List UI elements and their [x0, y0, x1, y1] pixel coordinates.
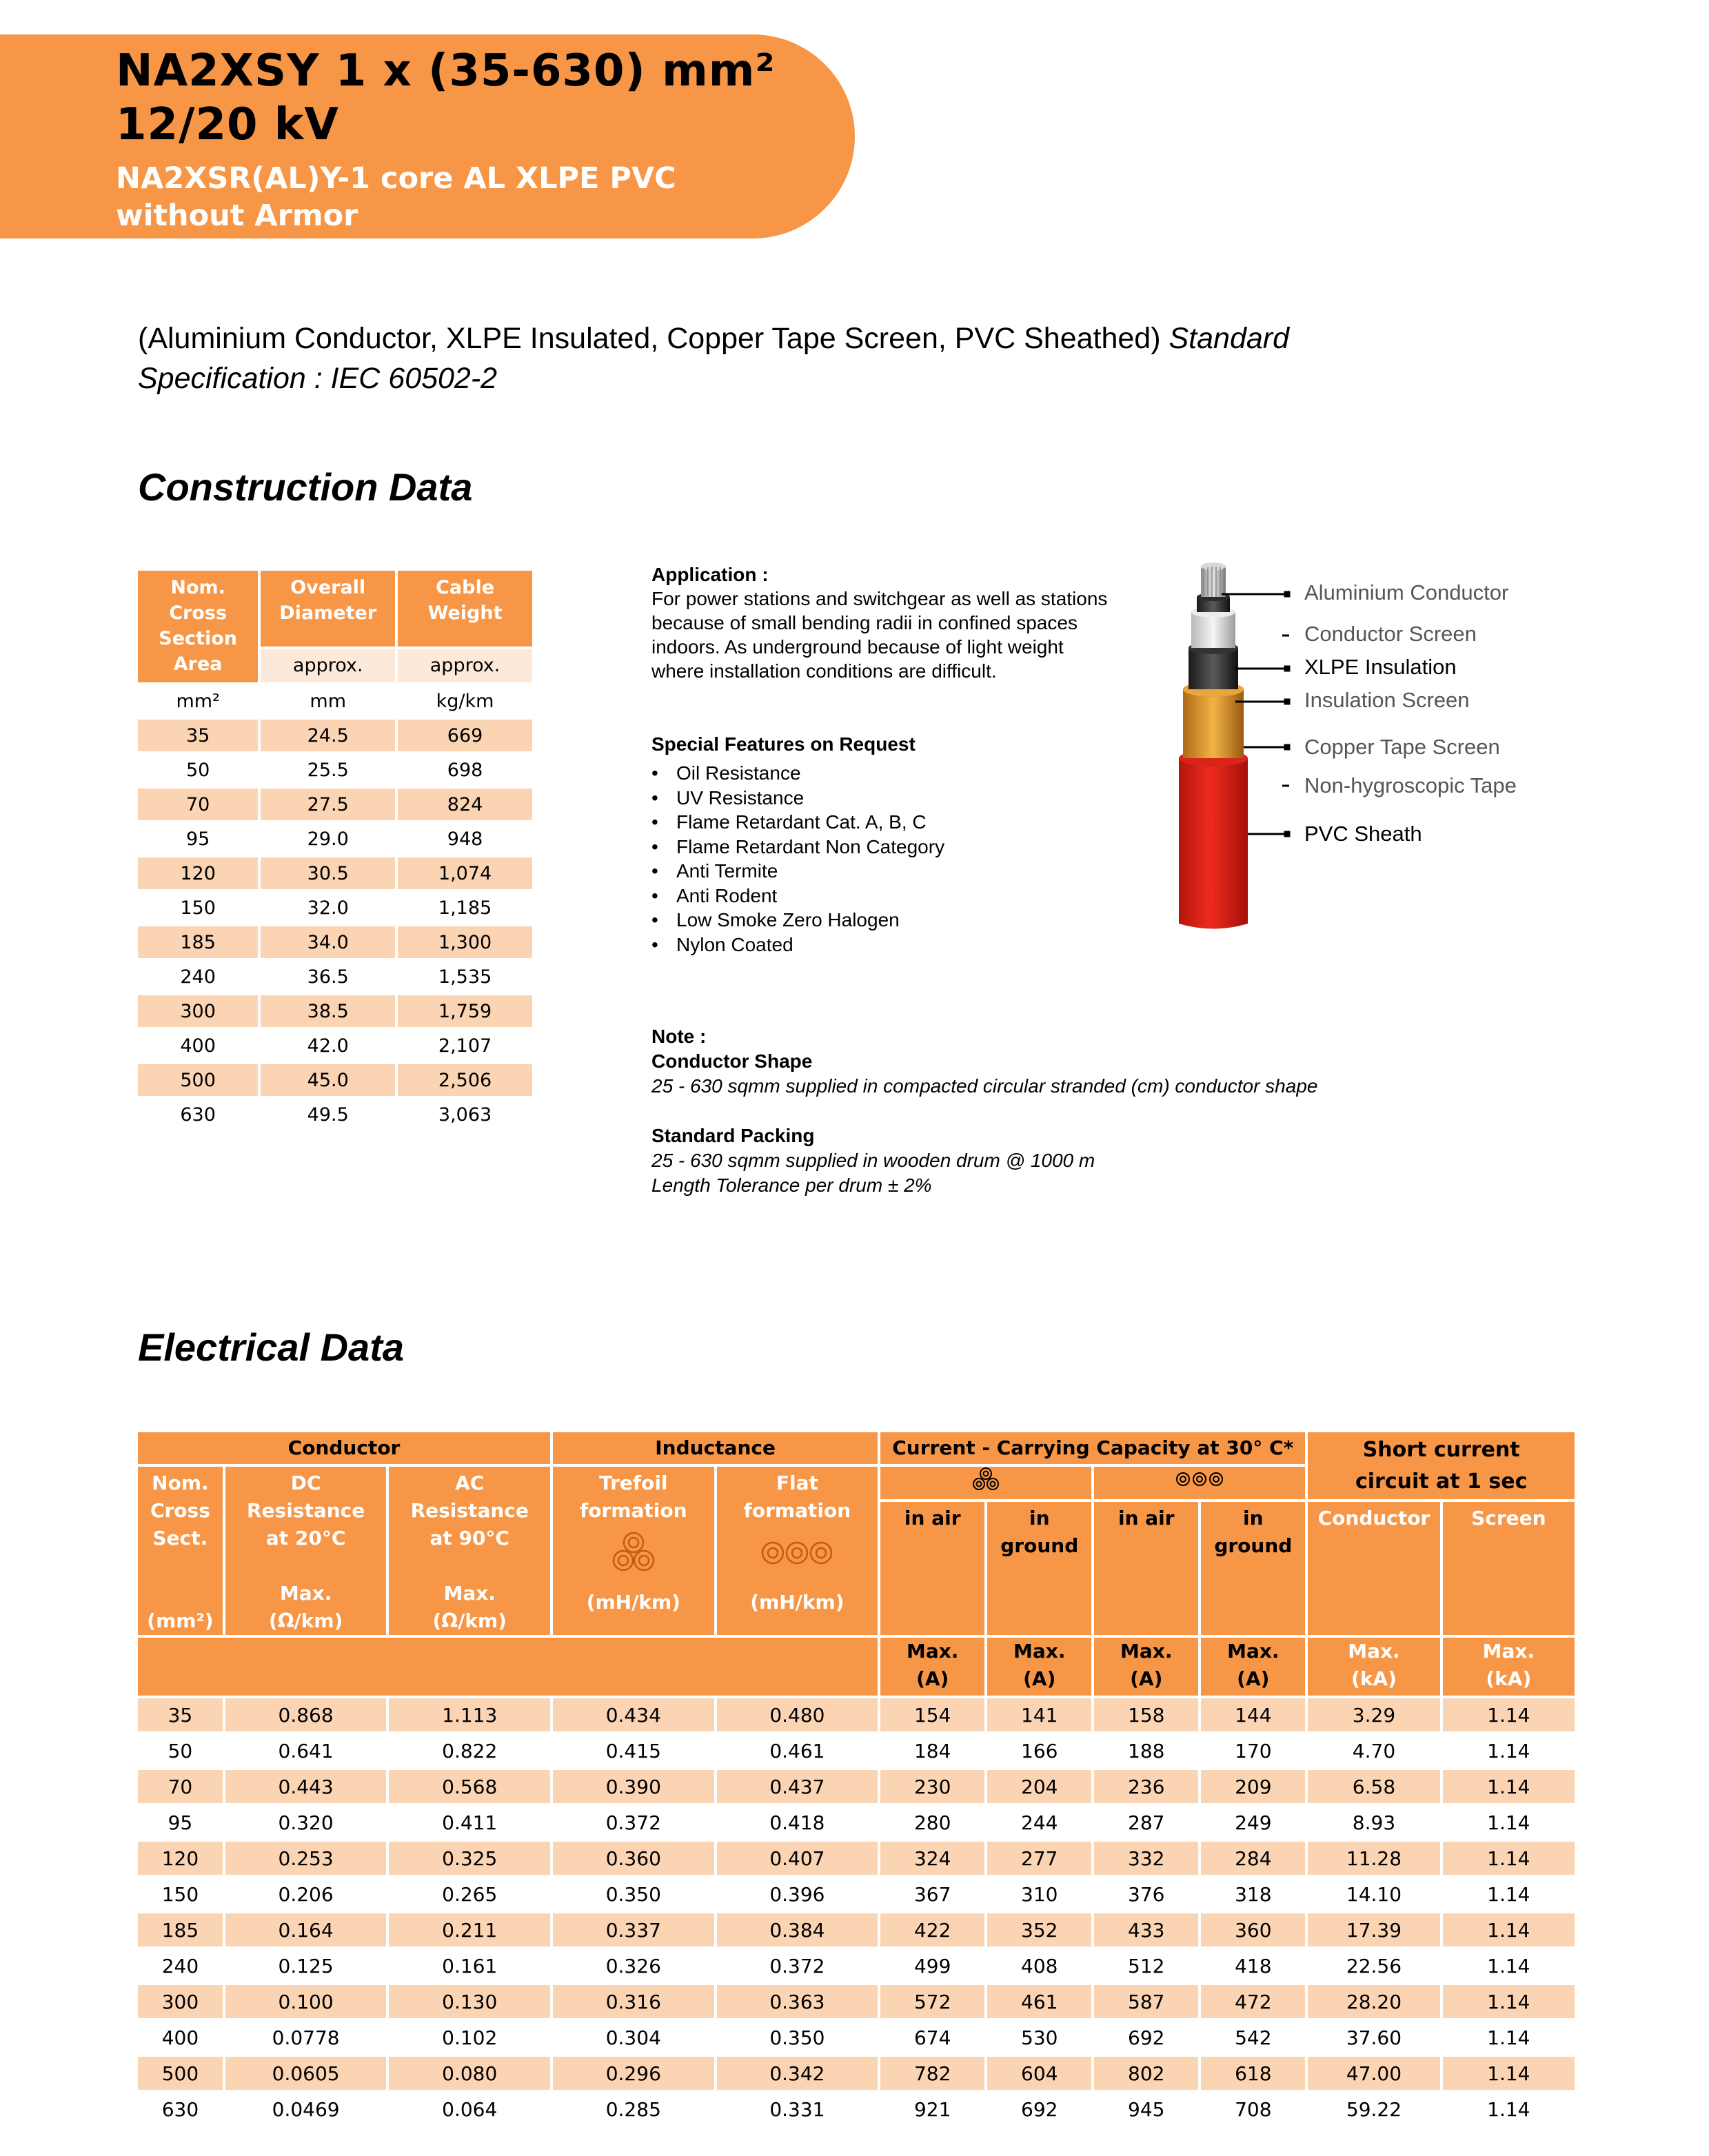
standard-packing-title: Standard Packing [651, 1125, 815, 1146]
header-in-ground-flat: in ground [1201, 1502, 1305, 1635]
application-block [651, 562, 1120, 683]
header-cable-weight: Cable Weight [398, 571, 532, 647]
table-cell: 499 [880, 1949, 984, 1982]
label-insulation-screen: Insulation Screen [1304, 688, 1470, 712]
table-cell: 8.93 [1308, 1806, 1439, 1839]
table-cell: 3.29 [1308, 1698, 1439, 1731]
electrical-data-title: Electrical Data [138, 1325, 404, 1369]
table-cell: 572 [880, 1985, 984, 2018]
trefoil-arrangement-cell [880, 1467, 1091, 1499]
table-cell: 1.14 [1443, 1698, 1575, 1731]
table-cell: 120 [138, 857, 258, 889]
table-cell: 945 [1094, 2093, 1198, 2126]
label-xlpe-insulation: XLPE Insulation [1304, 655, 1457, 679]
approx-label-diameter: approx. [261, 649, 395, 682]
application-label: Application : [651, 564, 769, 585]
table-cell: 500 [138, 1064, 258, 1096]
table-cell: 0.080 [389, 2057, 550, 2090]
aluminium-conductor-layer [1201, 562, 1226, 597]
header-trefoil-formation: Trefoil formation (mH/km) [553, 1467, 714, 1635]
header-short-circuit-conductor: Conductor [1308, 1502, 1439, 1635]
table-cell: 95 [138, 823, 258, 855]
table-cell: 1.14 [1443, 1806, 1575, 1839]
table-cell: 0.342 [717, 2057, 878, 2090]
table-cell: 802 [1094, 2057, 1198, 2090]
feature-item: • UV Resistance [651, 786, 944, 811]
table-cell: 1.14 [1443, 1913, 1575, 1946]
table-cell: 59.22 [1308, 2093, 1439, 2126]
table-cell: 324 [880, 1842, 984, 1875]
table-row [138, 754, 532, 786]
table-row [138, 961, 532, 993]
table-cell: 185 [138, 1913, 223, 1946]
unit-diameter: mm [261, 685, 395, 717]
group-conductor: Conductor [138, 1432, 550, 1464]
table-row [138, 1030, 532, 1061]
table-cell: 185 [138, 926, 258, 958]
table-cell: 230 [880, 1770, 984, 1803]
table-cell: 669 [398, 720, 532, 751]
table-cell: 25.5 [261, 754, 395, 786]
feature-item: • Nylon Coated [651, 933, 944, 957]
header-in-ground-trefoil: in ground [987, 1502, 1091, 1635]
table-cell: 0.360 [553, 1842, 714, 1875]
header-ac-resistance: AC Resistance at 90°C Max. (Ω/km) [389, 1467, 550, 1635]
table-cell: 1,535 [398, 961, 532, 993]
table-row [138, 720, 532, 751]
special-features-list [651, 761, 944, 957]
table-cell: 604 [987, 2057, 1091, 2090]
table-row [138, 1698, 1575, 1731]
table-cell: 408 [987, 1949, 1091, 1982]
table-cell: 154 [880, 1698, 984, 1731]
feature-item: • Anti Termite [651, 859, 944, 884]
table-cell: 3,063 [398, 1099, 532, 1130]
table-cell: 367 [880, 1878, 984, 1911]
table-cell: 1.14 [1443, 1949, 1575, 1982]
table-cell: 587 [1094, 1985, 1198, 2018]
table-cell: 32.0 [261, 892, 395, 924]
table-cell: 0.304 [553, 2021, 714, 2054]
table-cell: 698 [398, 754, 532, 786]
table-cell: 0.296 [553, 2057, 714, 2090]
table-cell: 6.58 [1308, 1770, 1439, 1803]
table-cell: 0.265 [389, 1878, 550, 1911]
table-row [138, 926, 532, 958]
table-cell: 29.0 [261, 823, 395, 855]
table-cell: 418 [1201, 1949, 1305, 1982]
table-cell: 692 [1094, 2021, 1198, 2054]
table-row [138, 789, 532, 820]
table-cell: 42.0 [261, 1030, 395, 1061]
table-cell: 0.350 [553, 1878, 714, 1911]
table-row [138, 995, 532, 1027]
header-amp-unit: Max. (A) [880, 1638, 984, 1696]
table-cell: 0.437 [717, 1770, 878, 1803]
table-cell: 24.5 [261, 720, 395, 751]
table-cell: 37.60 [1308, 2021, 1439, 2054]
label-non-hygroscopic-tape: Non-hygroscopic Tape [1304, 773, 1517, 797]
table-cell: 120 [138, 1842, 223, 1875]
header-in-air-flat: in air [1094, 1502, 1198, 1635]
table-row [138, 1806, 1575, 1839]
table-cell: 1.14 [1443, 1734, 1575, 1767]
feature-item: • Flame Retardant Cat. A, B, C [651, 810, 944, 835]
approx-label-weight: approx. [398, 649, 532, 682]
table-cell: 0.102 [389, 2021, 550, 2054]
table-cell: 188 [1094, 1734, 1198, 1767]
note-label: Note : [651, 1026, 707, 1047]
table-cell: 70 [138, 789, 258, 820]
table-cell: 2,107 [398, 1030, 532, 1061]
table-cell: 150 [138, 892, 258, 924]
table-cell: 618 [1201, 2057, 1305, 2090]
table-cell: 376 [1094, 1878, 1198, 1911]
conductor-shape-title: Conductor Shape [651, 1050, 813, 1072]
product-title: NA2XSY 1 x (35-630) mm² [116, 45, 776, 96]
table-cell: 0.325 [389, 1842, 550, 1875]
construction-data-title: Construction Data [138, 465, 473, 509]
copper-tape-layer [1183, 682, 1244, 758]
table-cell: 0.434 [553, 1698, 714, 1731]
table-cell: 500 [138, 2057, 223, 2090]
table-cell: 400 [138, 2021, 223, 2054]
table-cell: 0.100 [225, 1985, 387, 2018]
table-cell: 300 [138, 995, 258, 1027]
table-cell: 708 [1201, 2093, 1305, 2126]
xlpe-insulation-layer [1191, 607, 1235, 648]
table-cell: 824 [398, 789, 532, 820]
table-cell: 0.206 [225, 1878, 387, 1911]
table-cell: 0.868 [225, 1698, 387, 1731]
conductor-shape-text: 25 - 630 sqmm supplied in compacted circular stranded (cm) conductor shape [651, 1075, 1318, 1097]
table-cell: 300 [138, 1985, 223, 2018]
standard-label: Standard [1169, 322, 1290, 355]
table-cell: 158 [1094, 1698, 1198, 1731]
table-cell: 1.113 [389, 1698, 550, 1731]
table-cell: 674 [880, 2021, 984, 2054]
table-cell: 280 [880, 1806, 984, 1839]
table-cell: 45.0 [261, 1064, 395, 1096]
table-cell: 0.372 [717, 1949, 878, 1982]
table-cell: 310 [987, 1878, 1091, 1911]
table-cell: 0.316 [553, 1985, 714, 2018]
table-row [138, 1985, 1575, 2018]
group-short-circuit: Short current circuit at 1 sec [1308, 1432, 1575, 1499]
table-cell: 0.350 [717, 2021, 878, 2054]
table-cell: 0.384 [717, 1913, 878, 1946]
table-cell: 49.5 [261, 1099, 395, 1130]
table-cell: 0.568 [389, 1770, 550, 1803]
product-subtitle-2: without Armor [116, 199, 358, 233]
table-cell: 11.28 [1308, 1842, 1439, 1875]
header-amp-unit: Max. (A) [1094, 1638, 1198, 1696]
table-cell: 0.331 [717, 2093, 878, 2126]
construction-table [135, 568, 535, 1133]
voltage-rating: 12/20 kV [116, 99, 339, 150]
header-flat-formation: Flat formation (mH/km) [717, 1467, 878, 1635]
electrical-table [135, 1430, 1577, 2128]
table-cell: 35 [138, 720, 258, 751]
group-inductance: Inductance [553, 1432, 878, 1464]
table-cell: 144 [1201, 1698, 1305, 1731]
table-cell: 0.363 [717, 1985, 878, 2018]
header-spacer [138, 1638, 878, 1696]
table-row [138, 2057, 1575, 2090]
table-row [138, 1878, 1575, 1911]
flat-arrangement-cell [1094, 1467, 1305, 1499]
table-cell: 1,185 [398, 892, 532, 924]
table-cell: 542 [1201, 2021, 1305, 2054]
table-row [138, 1770, 1575, 1803]
table-cell: 530 [987, 2021, 1091, 2054]
table-cell: 318 [1201, 1878, 1305, 1911]
product-subtitle: NA2XSR(AL)Y-1 core AL XLPE PVC [116, 161, 676, 196]
table-row [138, 1734, 1575, 1767]
header-nom-cross-section: Nom. Cross Section Area [138, 571, 258, 682]
table-cell: 0.337 [553, 1913, 714, 1946]
table-cell: 0.407 [717, 1842, 878, 1875]
table-cell: 166 [987, 1734, 1091, 1767]
table-cell: 0.285 [553, 2093, 714, 2126]
table-cell: 0.415 [553, 1734, 714, 1767]
table-cell: 0.211 [389, 1913, 550, 1946]
flat-arrangement-icon [1175, 1469, 1224, 1489]
table-cell: 1,074 [398, 857, 532, 889]
table-cell: 1.14 [1443, 1985, 1575, 2018]
table-cell: 1.14 [1443, 1842, 1575, 1875]
table-row [138, 1949, 1575, 1982]
table-row [138, 1064, 532, 1096]
table-cell: 1.14 [1443, 2093, 1575, 2126]
table-cell: 0.822 [389, 1734, 550, 1767]
table-cell: 70 [138, 1770, 223, 1803]
table-cell: 36.5 [261, 961, 395, 993]
table-cell: 461 [987, 1985, 1091, 2018]
table-cell: 1.14 [1443, 1770, 1575, 1803]
trefoil-arrangement-icon [969, 1467, 1003, 1492]
unit-weight: kg/km [398, 685, 532, 717]
table-row [138, 1099, 532, 1130]
table-row [138, 857, 532, 889]
table-cell: 0.418 [717, 1806, 878, 1839]
length-tolerance-text: Length Tolerance per drum ± 2% [651, 1174, 932, 1196]
table-row [138, 2021, 1575, 2054]
table-row [138, 2093, 1575, 2126]
table-cell: 422 [880, 1913, 984, 1946]
table-cell: 0.390 [553, 1770, 714, 1803]
table-cell: 204 [987, 1770, 1091, 1803]
table-cell: 0.253 [225, 1842, 387, 1875]
table-cell: 170 [1201, 1734, 1305, 1767]
table-cell: 0.0605 [225, 2057, 387, 2090]
pvc-sheath-layer [1179, 750, 1248, 929]
table-cell: 287 [1094, 1806, 1198, 1839]
table-cell: 0.443 [225, 1770, 387, 1803]
table-cell: 30.5 [261, 857, 395, 889]
table-cell: 35 [138, 1698, 223, 1731]
table-cell: 0.372 [553, 1806, 714, 1839]
header-nom-cross-sect: Nom. Cross Sect. (mm²) [138, 1467, 223, 1635]
feature-item: • Flame Retardant Non Category [651, 835, 944, 860]
title-banner [0, 34, 855, 238]
table-cell: 22.56 [1308, 1949, 1439, 1982]
application-text: For power stations and switchgear as well as stations because of small bending radii in confined spaces indoors. As underground because of light weight where installation conditions are difficult. [651, 588, 1108, 682]
table-cell: 0.320 [225, 1806, 387, 1839]
table-cell: 4.70 [1308, 1734, 1439, 1767]
table-cell: 209 [1201, 1770, 1305, 1803]
feature-item: • Anti Rodent [651, 884, 944, 908]
table-cell: 948 [398, 823, 532, 855]
table-cell: 244 [987, 1806, 1091, 1839]
table-cell: 0.641 [225, 1734, 387, 1767]
table-cell: 0.0778 [225, 2021, 387, 2054]
label-pvc-sheath: PVC Sheath [1304, 822, 1422, 846]
header-amp-unit: Max. (A) [1201, 1638, 1305, 1696]
feature-item: • Low Smoke Zero Halogen [651, 908, 944, 933]
table-cell: 0.461 [717, 1734, 878, 1767]
feature-item: • Oil Resistance [651, 761, 944, 786]
header-dc-resistance: DC Resistance at 20°C Max. (Ω/km) [225, 1467, 387, 1635]
special-features-title: Special Features on Request [651, 733, 916, 755]
table-cell: 50 [138, 754, 258, 786]
flat-formation-icon [759, 1529, 835, 1577]
table-cell: 17.39 [1308, 1913, 1439, 1946]
table-cell: 14.10 [1308, 1878, 1439, 1911]
table-cell: 352 [987, 1913, 1091, 1946]
table-cell: 0.130 [389, 1985, 550, 2018]
table-cell: 0.480 [717, 1698, 878, 1731]
table-cell: 240 [138, 1949, 223, 1982]
table-cell: 692 [987, 2093, 1091, 2126]
table-cell: 433 [1094, 1913, 1198, 1946]
table-cell: 1,759 [398, 995, 532, 1027]
table-cell: 240 [138, 961, 258, 993]
unit-area: mm² [138, 685, 258, 717]
header-short-circuit-screen: Screen [1443, 1502, 1575, 1635]
table-cell: 1.14 [1443, 2021, 1575, 2054]
table-cell: 0.125 [225, 1949, 387, 1982]
table-cell: 782 [880, 2057, 984, 2090]
cable-description [138, 318, 1448, 398]
table-cell: 38.5 [261, 995, 395, 1027]
header-overall-diameter: Overall Diameter [261, 571, 395, 647]
table-cell: 0.396 [717, 1878, 878, 1911]
table-cell: 28.20 [1308, 1985, 1439, 2018]
table-cell: 0.0469 [225, 2093, 387, 2126]
header-in-air-trefoil: in air [880, 1502, 984, 1635]
table-cell: 1,300 [398, 926, 532, 958]
table-cell: 50 [138, 1734, 223, 1767]
table-cell: 277 [987, 1842, 1091, 1875]
table-cell: 360 [1201, 1913, 1305, 1946]
table-cell: 249 [1201, 1806, 1305, 1839]
table-cell: 1.14 [1443, 2057, 1575, 2090]
trefoil-formation-icon [609, 1529, 658, 1577]
standard-packing-text: 25 - 630 sqmm supplied in wooden drum @ 1000 m [651, 1150, 1095, 1171]
table-cell: 0.161 [389, 1949, 550, 1982]
table-cell: 34.0 [261, 926, 395, 958]
table-cell: 0.326 [553, 1949, 714, 1982]
construction-summary: (Aluminium Conductor, XLPE Insulated, Copper Tape Screen, PVC Sheathed) [138, 322, 1161, 355]
table-row [138, 1842, 1575, 1875]
table-cell: 47.00 [1308, 2057, 1439, 2090]
table-cell: 236 [1094, 1770, 1198, 1803]
table-cell: 630 [138, 1099, 258, 1130]
table-cell: 0.164 [225, 1913, 387, 1946]
table-cell: 512 [1094, 1949, 1198, 1982]
table-cell: 284 [1201, 1842, 1305, 1875]
table-cell: 472 [1201, 1985, 1305, 2018]
table-cell: 332 [1094, 1842, 1198, 1875]
group-current-capacity: Current - Carrying Capacity at 30° C* [880, 1432, 1305, 1464]
label-aluminium-conductor: Aluminium Conductor [1304, 580, 1509, 604]
header-ka-unit: Max. (kA) [1443, 1638, 1575, 1696]
table-row [138, 892, 532, 924]
header-ka-unit: Max. (kA) [1308, 1638, 1439, 1696]
insulation-screen-layer [1189, 642, 1238, 689]
table-cell: 1.14 [1443, 1878, 1575, 1911]
table-cell: 184 [880, 1734, 984, 1767]
standard-spec: Specification : IEC 60502-2 [138, 362, 498, 395]
table-cell: 27.5 [261, 789, 395, 820]
table-cell: 141 [987, 1698, 1091, 1731]
table-row [138, 1913, 1575, 1946]
table-cell: 921 [880, 2093, 984, 2126]
table-cell: 400 [138, 1030, 258, 1061]
label-copper-tape-screen: Copper Tape Screen [1304, 735, 1500, 759]
table-row [138, 823, 532, 855]
table-cell: 0.064 [389, 2093, 550, 2126]
table-cell: 95 [138, 1806, 223, 1839]
note-block [651, 1024, 1479, 1198]
table-cell: 150 [138, 1878, 223, 1911]
label-conductor-screen: Conductor Screen [1304, 622, 1477, 646]
table-cell: 2,506 [398, 1064, 532, 1096]
header-amp-unit: Max. (A) [987, 1638, 1091, 1696]
table-cell: 630 [138, 2093, 223, 2126]
table-cell: 0.411 [389, 1806, 550, 1839]
